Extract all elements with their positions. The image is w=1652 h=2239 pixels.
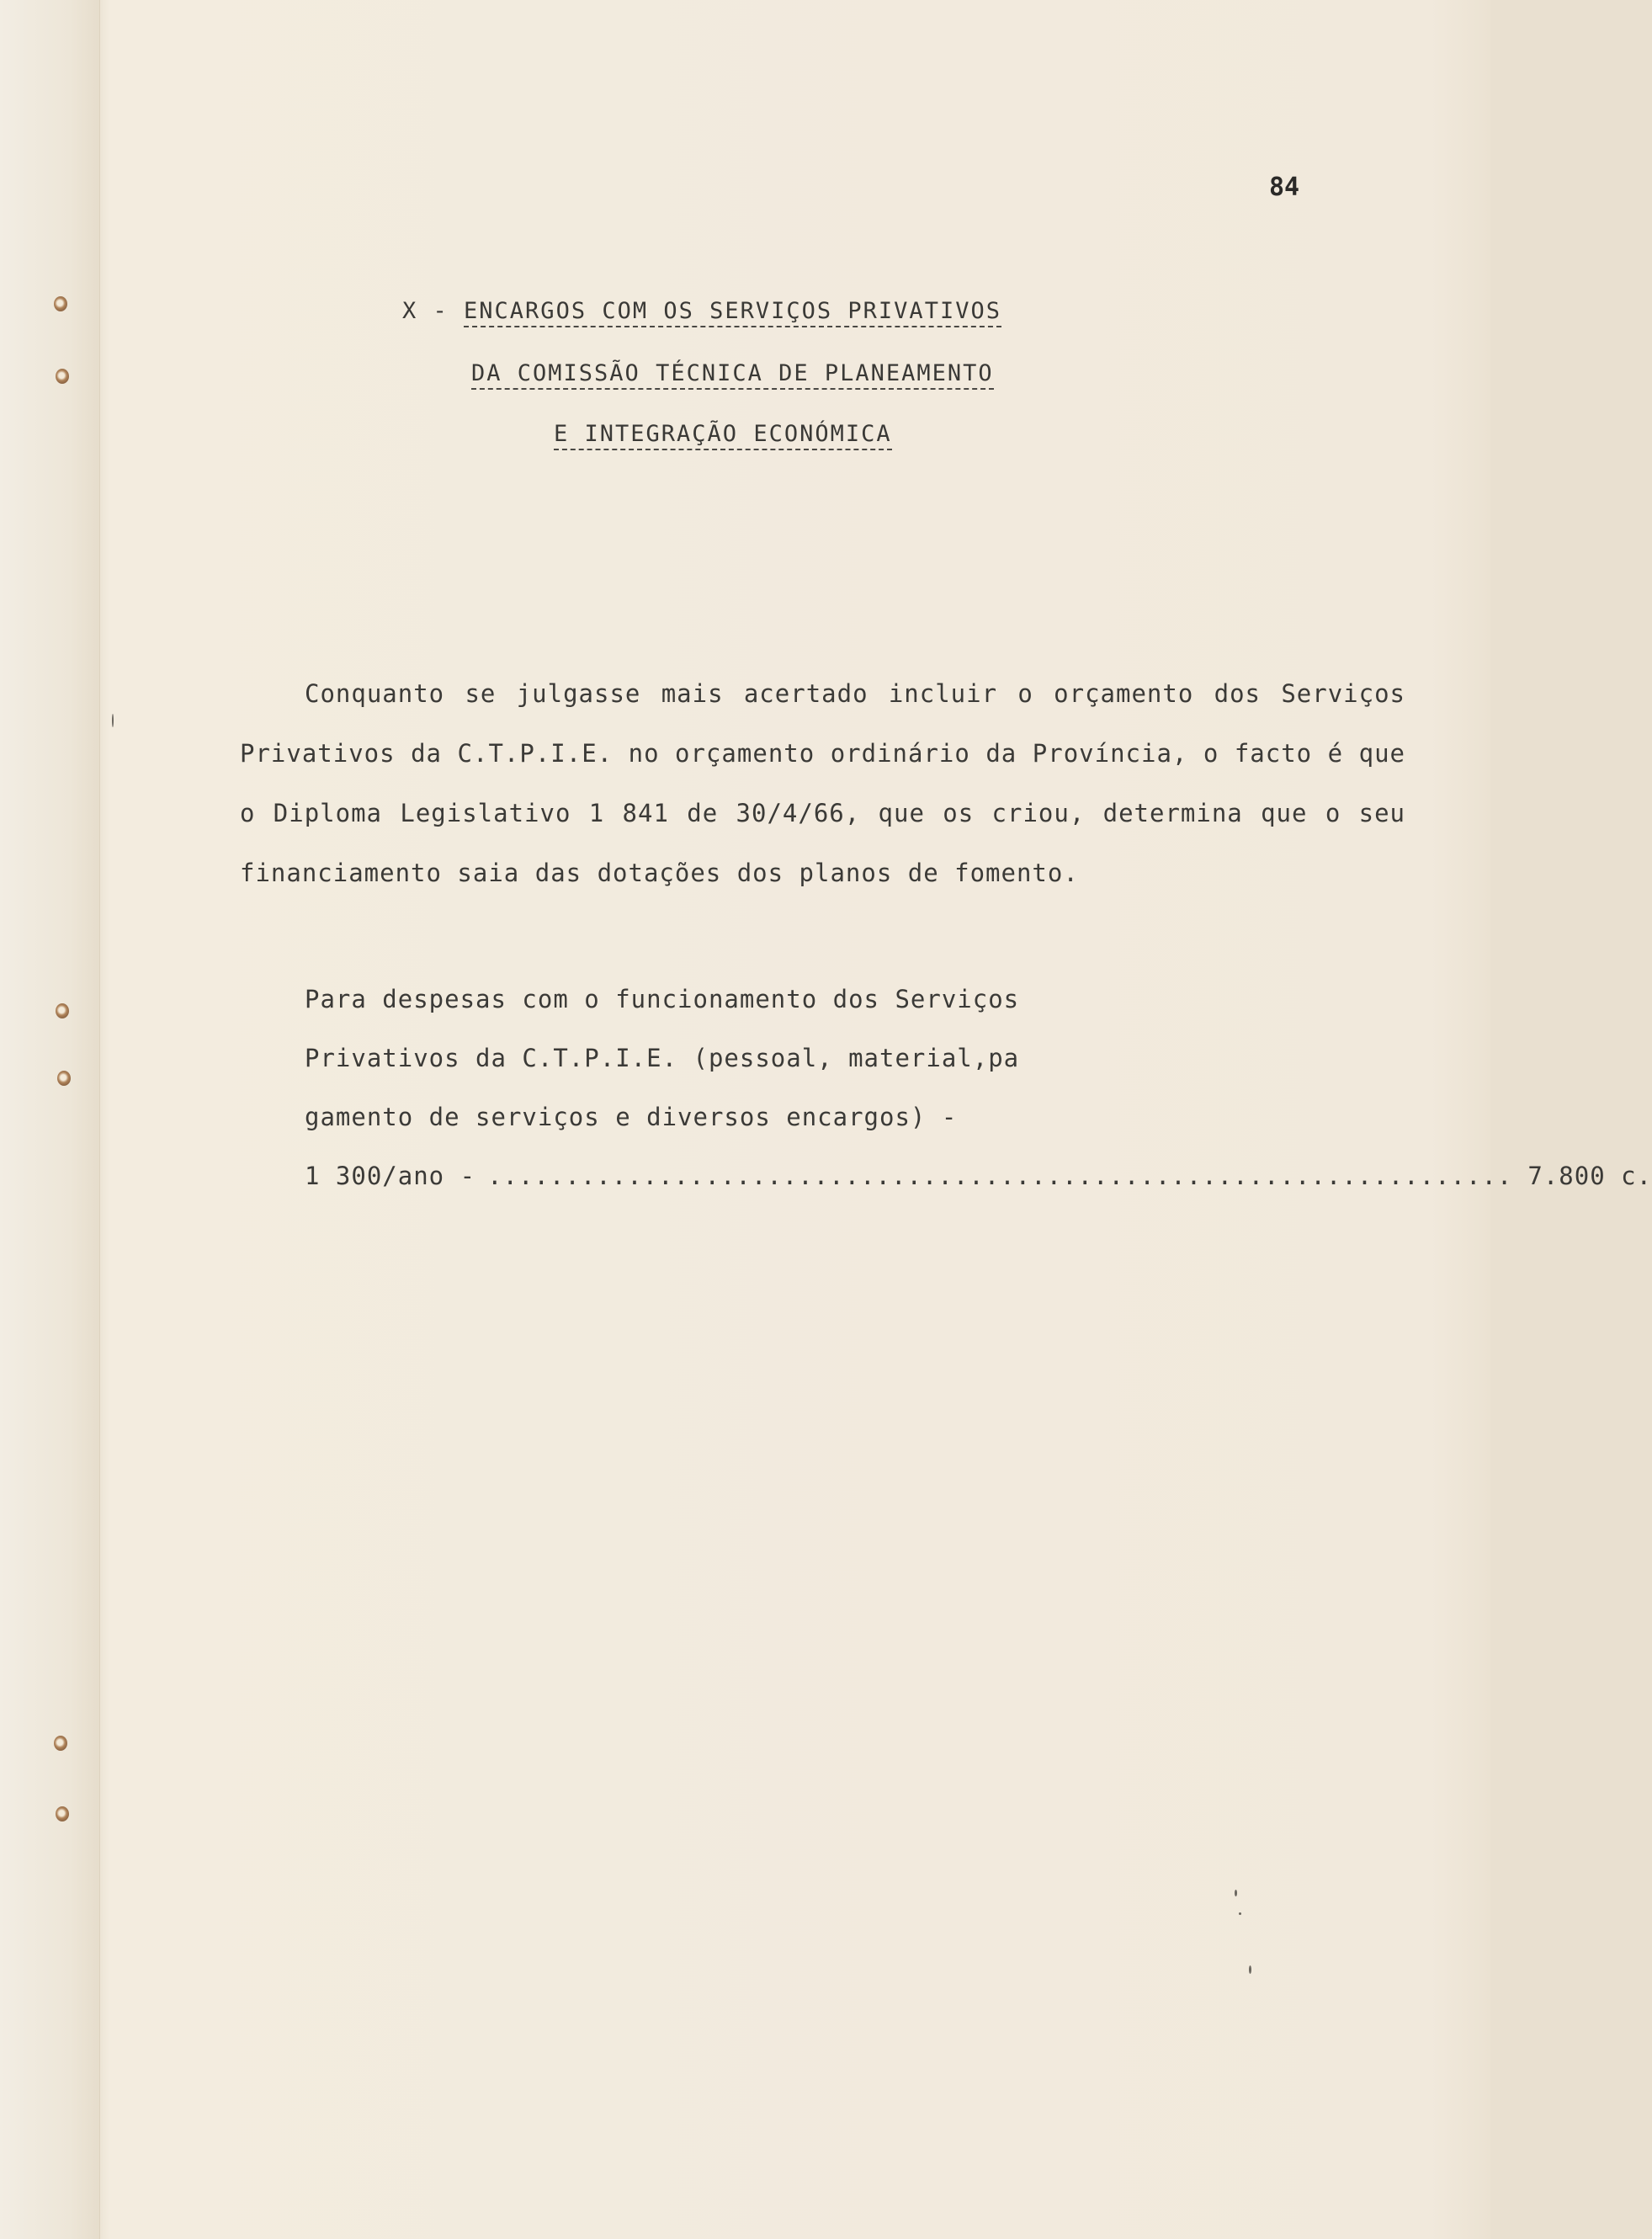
heading-line-2: DA COMISSÃO TÉCNICA DE PLANEAMENTO [471, 360, 994, 390]
speck [1235, 1890, 1237, 1896]
item-line-3: gamento de serviços e diversos encargos) - [305, 1103, 958, 1131]
amount-row [305, 1146, 1652, 1205]
heading-prefix: X - [402, 298, 465, 324]
binding-hole [56, 1003, 69, 1018]
heading-line-3: E INTEGRAÇÃO ECONÓMICA [554, 421, 892, 450]
heading-line-1: ENCARGOS COM OS SERVIÇOS PRIVATIVOS [464, 298, 1001, 327]
binding-hole [54, 296, 67, 311]
item-line-1: Para despesas com o funcionamento dos Serviços [305, 985, 1020, 1013]
binding-hole [57, 1071, 71, 1086]
speck [1249, 1965, 1251, 1974]
amount-label: 1 300/ano - [305, 1162, 476, 1190]
body-paragraph: Conquanto se julgasse mais acertado incluir o orçamento dos Serviços Privativos da C.T.P.I.E. no orçamento ordinário da Província, o facto é que o Diploma Legislativo 1 841 de 30/4/66, que os criou, determina que o seu financiamento saia das dotações dos planos de fomento. [240, 679, 1405, 887]
dot-leader: .................................................................. [487, 1162, 1513, 1190]
margin-mark [112, 714, 114, 727]
binding-hole [56, 1806, 69, 1822]
page-number: 84 [1269, 173, 1300, 202]
binding-hole [54, 1736, 67, 1751]
item-line-2: Privativos da C.T.P.I.E. (pessoal, material,pa [305, 1044, 1020, 1072]
expense-item [305, 970, 1652, 1205]
binding-margin [0, 0, 100, 2239]
amount-value: 7.800 c. [1527, 1162, 1652, 1190]
binding-hole [56, 369, 69, 384]
speck [1239, 1912, 1241, 1915]
